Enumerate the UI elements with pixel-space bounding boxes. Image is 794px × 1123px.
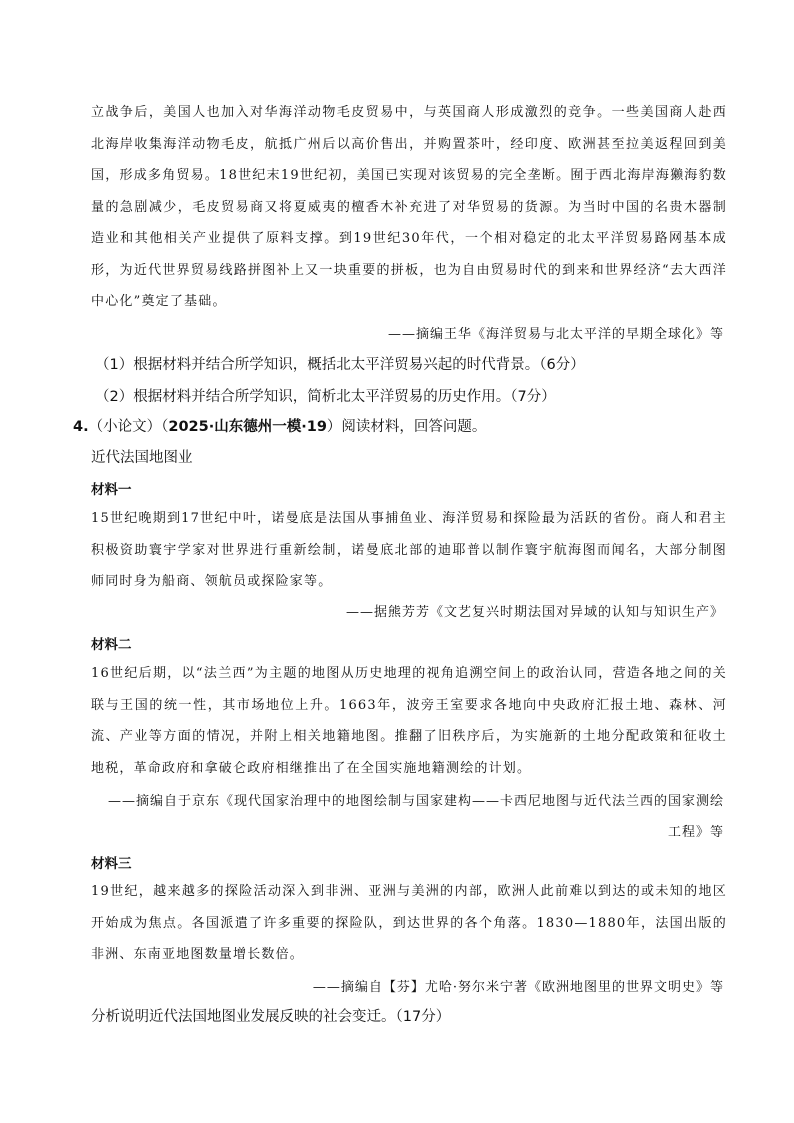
question-3-part-2: （2）根据材料并结合所学知识，简析北太平洋贸易的历史作用。（7分） bbox=[95, 389, 556, 405]
material-2-text: 16世纪后期，以“法兰西”为主题的地图从历史地理的视角追溯空间上的政治认同，营造各地之间的关联与王国的统一性，其市场地位上升。1663年，波旁王室要求各地向中央政府汇报土地、森林、河流、产业等方面的情况，并附上相关地籍地图。推翻了旧秩序后，为实施新的土地分配政策和征收土地税，革命政府和拿破仑政府相继推出了在全国实施地籍测绘的计划。 bbox=[91, 666, 727, 776]
material-3-source: ——摘编自【芬】尤哈·努尔米宁著《欧洲地图里的世界文明史》等 bbox=[312, 980, 724, 995]
material-1-label: 材料一 bbox=[91, 482, 132, 498]
top-material-paragraph: 立战争后，美国人也加入对华海洋动物毛皮贸易中，与英国商人形成激烈的竞争。一些美国商人赴西北海岸收集海洋动物毛皮，航抵广州后以高价售出，并购置茶叶，经印度、欧洲甚至拉美返程回到美国，形成多角贸易。18世纪末19世纪初，美国已实现对该贸易的完全垄断。囿于西北海岸海獭海豹数量的急剧减少，毛皮贸易商又将夏威夷的檀香木补充进了对华贸易的货源。为当时中国的名贵木器制造业和其他相关产业提供了原料支撑。到19世纪30年代，一个相对稳定的北太平洋贸易路网基本成形，为近代世界贸易线路拼图补上又一块重要的拼板，也为自由贸易时代的到来和世界经济“去大西洋中心化”奠定了基础。 bbox=[91, 105, 727, 309]
question-4-header: 4.（小论文）（2025·山东德州一模·19）阅读材料，回答问题。 bbox=[73, 419, 487, 435]
question-4-number: 4. bbox=[73, 419, 89, 435]
material-1-source: ——据熊芳芳《文艺复兴时期法国对异域的认知与知识生产》 bbox=[345, 605, 724, 620]
question-4-source: 2025·山东德州一模·19 bbox=[168, 419, 327, 435]
material-2-source: ——摘编自于京东《现代国家治理中的地图绘制与国家建构——卡西尼地图与近代法兰西的国家测绘工程》等 bbox=[107, 794, 724, 840]
top-material-source: ——摘编王华《海洋贸易与北太平洋的早期全球化》等 bbox=[387, 327, 724, 342]
material-3-label: 材料三 bbox=[91, 856, 132, 872]
question-3-part-1: （1）根据材料并结合所学知识，概括北太平洋贸易兴起的时代背景。（6分） bbox=[95, 357, 585, 373]
question-4-tag: （小论文） bbox=[88, 419, 162, 435]
material-1-text: 15世纪晚期到17世纪中叶，诺曼底是法国从事捕鱼业、海洋贸易和探险最为活跃的省份。商人和君主积极资助寰宇学家对世界进行重新绘制，诺曼底北部的迪耶普以制作寰宇航海图而闻名，大部分制图师同时身为船商、领航员或探险家等。 bbox=[91, 511, 727, 589]
question-4-topic: 近代法国地图业 bbox=[91, 450, 193, 466]
material-3-text: 19世纪，越来越多的探险活动深入到非洲、亚洲与美洲的内部，欧洲人此前难以到达的或未知的地区开始成为焦点。各国派遣了许多重要的探险队，到达世界的各个角落。1830—1880年，法国出版的非洲、东南亚地图数量增长数倍。 bbox=[91, 884, 727, 962]
material-2-label: 材料二 bbox=[91, 637, 132, 653]
question-4-prompt: 分析说明近代法国地图业发展反映的社会变迁。（17分） bbox=[91, 1009, 451, 1025]
